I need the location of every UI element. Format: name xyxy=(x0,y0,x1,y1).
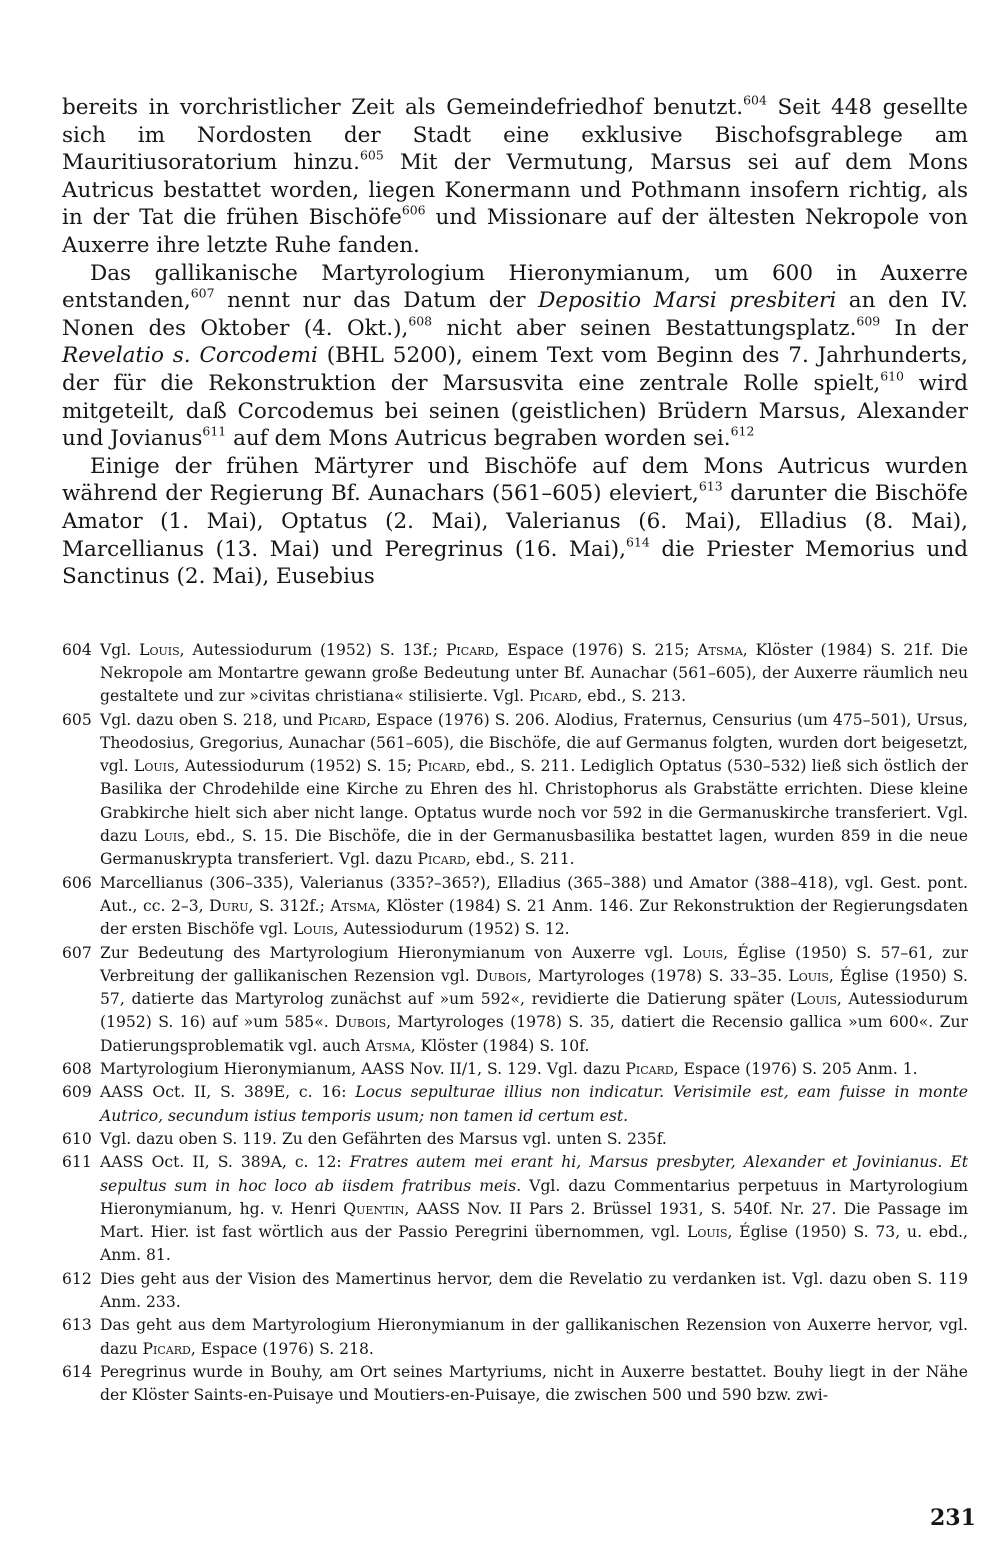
text-run: , ebd., S. 213. xyxy=(577,687,687,706)
text-run: Zur Bedeutung des Martyrologium Hieronymianum von Auxerre vgl. xyxy=(100,943,683,962)
text-run: , Espace (1976) S. 215; xyxy=(494,640,698,659)
text-run: , Autessiodurum (1952) S. 16) auf »um 585«. xyxy=(100,990,968,1032)
footnote-ref: 605 xyxy=(359,147,384,163)
text-run: , ebd., S. 211. Lediglich Optatus (530–532) ließ sich östlich der Basilika der Chrodehilde eine Kirche zu Ehren des hl. Christophorus als Grabstätte errichten. Diese kleine Grabkirche hielt sich aber nicht lange. Optatus wurde noch vor 592 in die Germanuskirche transferiert. Vgl. dazu xyxy=(100,757,968,846)
text-run: Seit 448 gesellte sich im Nordosten der Stadt eine exklusive Bischofsgrablege am Mauritiusoratorium hinzu. xyxy=(62,95,968,176)
author-name: Picard xyxy=(417,850,466,869)
author-name: Picard xyxy=(317,710,367,729)
footnote-ref: 613 xyxy=(698,478,723,494)
text-run: Peregrinus wurde in Bouhy, am Ort seines Martyriums, nicht in Auxerre bestattet. Bouhy liegt in der Nähe der Klöster Saints-en-Puisaye und Moutiers-en-Puisaye, die zwischen 500 und 590 bzw. zwi- xyxy=(100,1362,968,1405)
footnote-number: 606 xyxy=(62,873,92,892)
text-run: Das gallikanische Martyrologium Hieronymianum, um 600 in Auxerre entstanden, xyxy=(62,260,968,314)
footnote-ref: 604 xyxy=(743,92,767,108)
text-run: bereits in vorchristlicher Zeit als Gemeindefriedhof benutzt. xyxy=(62,95,744,120)
footnote xyxy=(62,1151,968,1267)
text-run: , S. 312f.; xyxy=(248,896,331,915)
text-run: Martyrologium Hieronymianum, AASS Nov. II/1, S. 129. Vgl. dazu xyxy=(100,1060,626,1079)
page-number: 231 xyxy=(930,1505,976,1531)
author-name: Picard xyxy=(445,640,495,659)
footnotes xyxy=(62,639,968,1408)
footnote-number: 608 xyxy=(62,1060,92,1079)
author-name: Louis xyxy=(139,640,180,659)
text-run: auf dem Mons Autricus begraben worden sei. xyxy=(226,426,731,452)
author-name: Louis xyxy=(682,943,724,962)
text-run: AASS Oct. II, S. 389E, c. 16: xyxy=(100,1083,356,1102)
text-run: die Priester Memorius und Sanctinus (2. Mai), Eusebius xyxy=(62,536,968,590)
author-name: Louis xyxy=(293,920,334,939)
footnote-ref: 607 xyxy=(190,285,215,301)
author-name: Atsma xyxy=(697,640,743,659)
author-name: Dubois xyxy=(335,1013,387,1032)
footnote-number: 613 xyxy=(62,1316,92,1335)
text-run: , Église (1950) S. 57–61, zur Verbreitung der gallikanischen Rezension vgl. xyxy=(100,943,968,985)
text-run: , Autessiodurum (1952) S. 13f.; xyxy=(179,640,446,659)
author-name: Picard xyxy=(142,1339,191,1358)
author-name: Louis xyxy=(686,1223,728,1242)
body-paragraph xyxy=(62,453,968,591)
text-run: Mit der Vermutung, Marsus sei auf dem Mons Autricus bestattet worden, liegen Konermann und Pothmann insofern richtig, als in der Tat die frühen Bischöfe xyxy=(62,150,969,231)
text-run: , AASS Nov. II Pars 2. Brüssel 1931, S. 540f. Nr. 27. Die Passage im Mart. Hier. ist fast wörtlich aus der Passio Peregrini übernommen, vgl. xyxy=(100,1199,968,1242)
footnote-ref: 606 xyxy=(401,203,426,219)
footnote-ref: 611 xyxy=(202,423,227,439)
footnote-ref: 612 xyxy=(730,423,755,439)
text-run: Einige der frühen Märtyrer und Bischöfe auf dem Mons Autricus wurden während der Regierung Bf. Aunachars (561–605) eleviert, xyxy=(62,453,968,507)
body-paragraph xyxy=(62,94,968,260)
italic-text: Fratres autem mei erant hi, Marsus presbyter, Alexander et Jovinianus. Et sepultus sum in hoc loco ab iisdem fratribus meis. xyxy=(100,1153,968,1195)
footnote-ref: 610 xyxy=(880,368,904,384)
text-run: darunter die Bischöfe Amator (1. Mai), Optatus (2. Mai), Valerianus (6. Mai), Elladius (8. Mai), Marcellianus (13. Mai) und Peregrinus (16. Mai), xyxy=(62,481,968,562)
author-name: Louis xyxy=(796,990,837,1009)
footnote xyxy=(62,1081,968,1128)
author-name: Duru xyxy=(209,896,249,915)
text-run: , Klöster (1984) S. 10f. xyxy=(410,1036,590,1055)
footnote-number: 609 xyxy=(62,1083,92,1102)
text-run: wird mitgeteilt, daß Corcodemus bei seinen (geistlichen) Brüdern Marsus, Alexander und Jovianus xyxy=(62,370,968,452)
author-name: Quentin xyxy=(343,1199,405,1218)
footnote xyxy=(62,639,968,709)
text-run: Vgl. xyxy=(100,640,140,659)
text-run: , Autessiodurum (1952) S. 15; xyxy=(174,757,418,776)
text-run: , Église (1950) S. 73, u. ebd., Anm. 81. xyxy=(100,1223,968,1265)
text-run: an den IV. Nonen des Oktober (4. Okt.), xyxy=(62,288,968,341)
footnote-number: 607 xyxy=(62,943,92,962)
text-run: , ebd., S. 15. Die Bischöfe, die in der Germanusbasilika bestattet lagen, wurden 859 in die neue Germanuskrypta transferiert. Vgl. dazu xyxy=(100,827,968,869)
text-run: Dies geht aus der Vision des Mamertinus hervor, dem die Revelatio zu verdanken ist. Vgl. dazu oben S. 119 Anm. 233. xyxy=(100,1269,968,1311)
footnote-number: 604 xyxy=(62,640,92,659)
text-run: nennt nur das Datum der xyxy=(214,288,539,314)
footnote-number: 605 xyxy=(62,710,92,729)
footnote xyxy=(62,1128,968,1151)
text-run: , Martyrologes (1978) S. 33–35. xyxy=(526,966,789,985)
author-name: Picard xyxy=(417,757,466,776)
body-paragraph xyxy=(62,260,968,453)
text-run: , ebd., S. 211. xyxy=(465,850,575,869)
author-name: Louis xyxy=(134,757,175,776)
footnote-ref: 614 xyxy=(625,534,650,550)
author-name: Picard xyxy=(625,1060,674,1079)
text-run: , Autessiodurum (1952) S. 12. xyxy=(333,920,570,939)
author-name: Louis xyxy=(788,966,829,985)
text-run: Das geht aus dem Martyrologium Hieronymianum in der gallikanischen Rezension von Auxerre hervor, vgl. dazu xyxy=(100,1316,968,1358)
footnote xyxy=(62,1268,968,1315)
text-run: (BHL 5200), einem Text vom Beginn des 7. Jahrhunderts, der für die Rekonstruktion der Marsusvita eine zentrale Rolle spielt, xyxy=(62,343,968,396)
text-run: , Klöster (1984) S. 21f. Die Nekropole am Montartre gewann große Bedeutung unter Bf. Aunachar (561–605), der Auxerre räumlich neu gestaltete und zur »civitas christiana« stilisierte. Vgl. xyxy=(100,640,968,706)
text-run: In der xyxy=(880,315,968,341)
italic-text: Depositio Marsi presbiteri xyxy=(538,288,837,314)
author-name: Dubois xyxy=(475,966,527,985)
footnote xyxy=(62,872,968,942)
author-name: Louis xyxy=(144,827,185,846)
footnote-number: 611 xyxy=(62,1153,92,1172)
text-run: , Klöster (1984) S. 21 Anm. 146. Zur Rekonstruktion der Regierungsdaten der ersten Bischöfe vgl. xyxy=(100,896,968,939)
text-run: Vgl. dazu oben S. 119. Zu den Gefährten des Marsus vgl. unten S. 235f. xyxy=(100,1129,667,1148)
text-run: Marcellianus (306–335), Valerianus (335?–365?), Elladius (365–388) und Amator (388–418), vgl. Gest. pont. Aut., cc. 2–3, xyxy=(100,873,968,915)
text-run: Vgl. dazu oben S. 218, und xyxy=(100,710,318,729)
text-run: AASS Oct. II, S. 389A, c. 12: xyxy=(100,1153,350,1172)
footnote-number: 612 xyxy=(62,1269,92,1288)
footnote xyxy=(62,1361,968,1408)
footnote-number: 610 xyxy=(62,1129,92,1148)
footnote-ref: 609 xyxy=(856,313,881,329)
italic-text: Locus sepulturae illius non indicatur. Verisimile est, eam fuisse in monte Autrico, secundum istius temporis usum; non tamen id certum est. xyxy=(100,1083,968,1125)
footnote xyxy=(62,709,968,872)
text-run: und Missionare auf der ältesten Nekropole von Auxerre ihre letzte Ruhe fanden. xyxy=(62,205,968,258)
footnote xyxy=(62,942,968,1058)
author-name: Picard xyxy=(529,687,578,706)
text-run: nicht aber seinen Bestattungsplatz. xyxy=(432,315,857,341)
footnote-ref: 608 xyxy=(408,313,433,329)
main-text xyxy=(62,94,968,591)
text-run: , Espace (1976) S. 206. Alodius, Fraternus, Censurius (um 475–501), Ursus, Theodosius, Gregorius, Aunachar (561–605), die Bischöfe, die auf Germanus folgten, wurden dort beigesetzt, vgl. xyxy=(100,710,968,776)
text-run: , Espace (1976) S. 218. xyxy=(190,1339,374,1358)
page xyxy=(62,94,968,1407)
text-run: , Martyrologes (1978) S. 35, datiert die Recensio gallica »um 600«. Zur Datierungsproblematik vgl. auch xyxy=(100,1013,968,1055)
text-run: , Espace (1976) S. 205 Anm. 1. xyxy=(673,1060,918,1079)
author-name: Atsma xyxy=(365,1036,411,1055)
footnote xyxy=(62,1058,968,1081)
text-run: Vgl. dazu Commentarius perpetuus in Martyrologium Hieronymianum, hg. v. Henri xyxy=(100,1176,968,1218)
footnote-number: 614 xyxy=(62,1362,92,1381)
footnote xyxy=(62,1314,968,1361)
text-run: , Église (1950) S. 57, datierte das Martyrolog zunächst auf »um 592«, revidierte die Datierung später ( xyxy=(100,966,968,1009)
italic-text: Revelatio s. Corcodemi xyxy=(62,343,318,369)
author-name: Atsma xyxy=(330,896,376,915)
